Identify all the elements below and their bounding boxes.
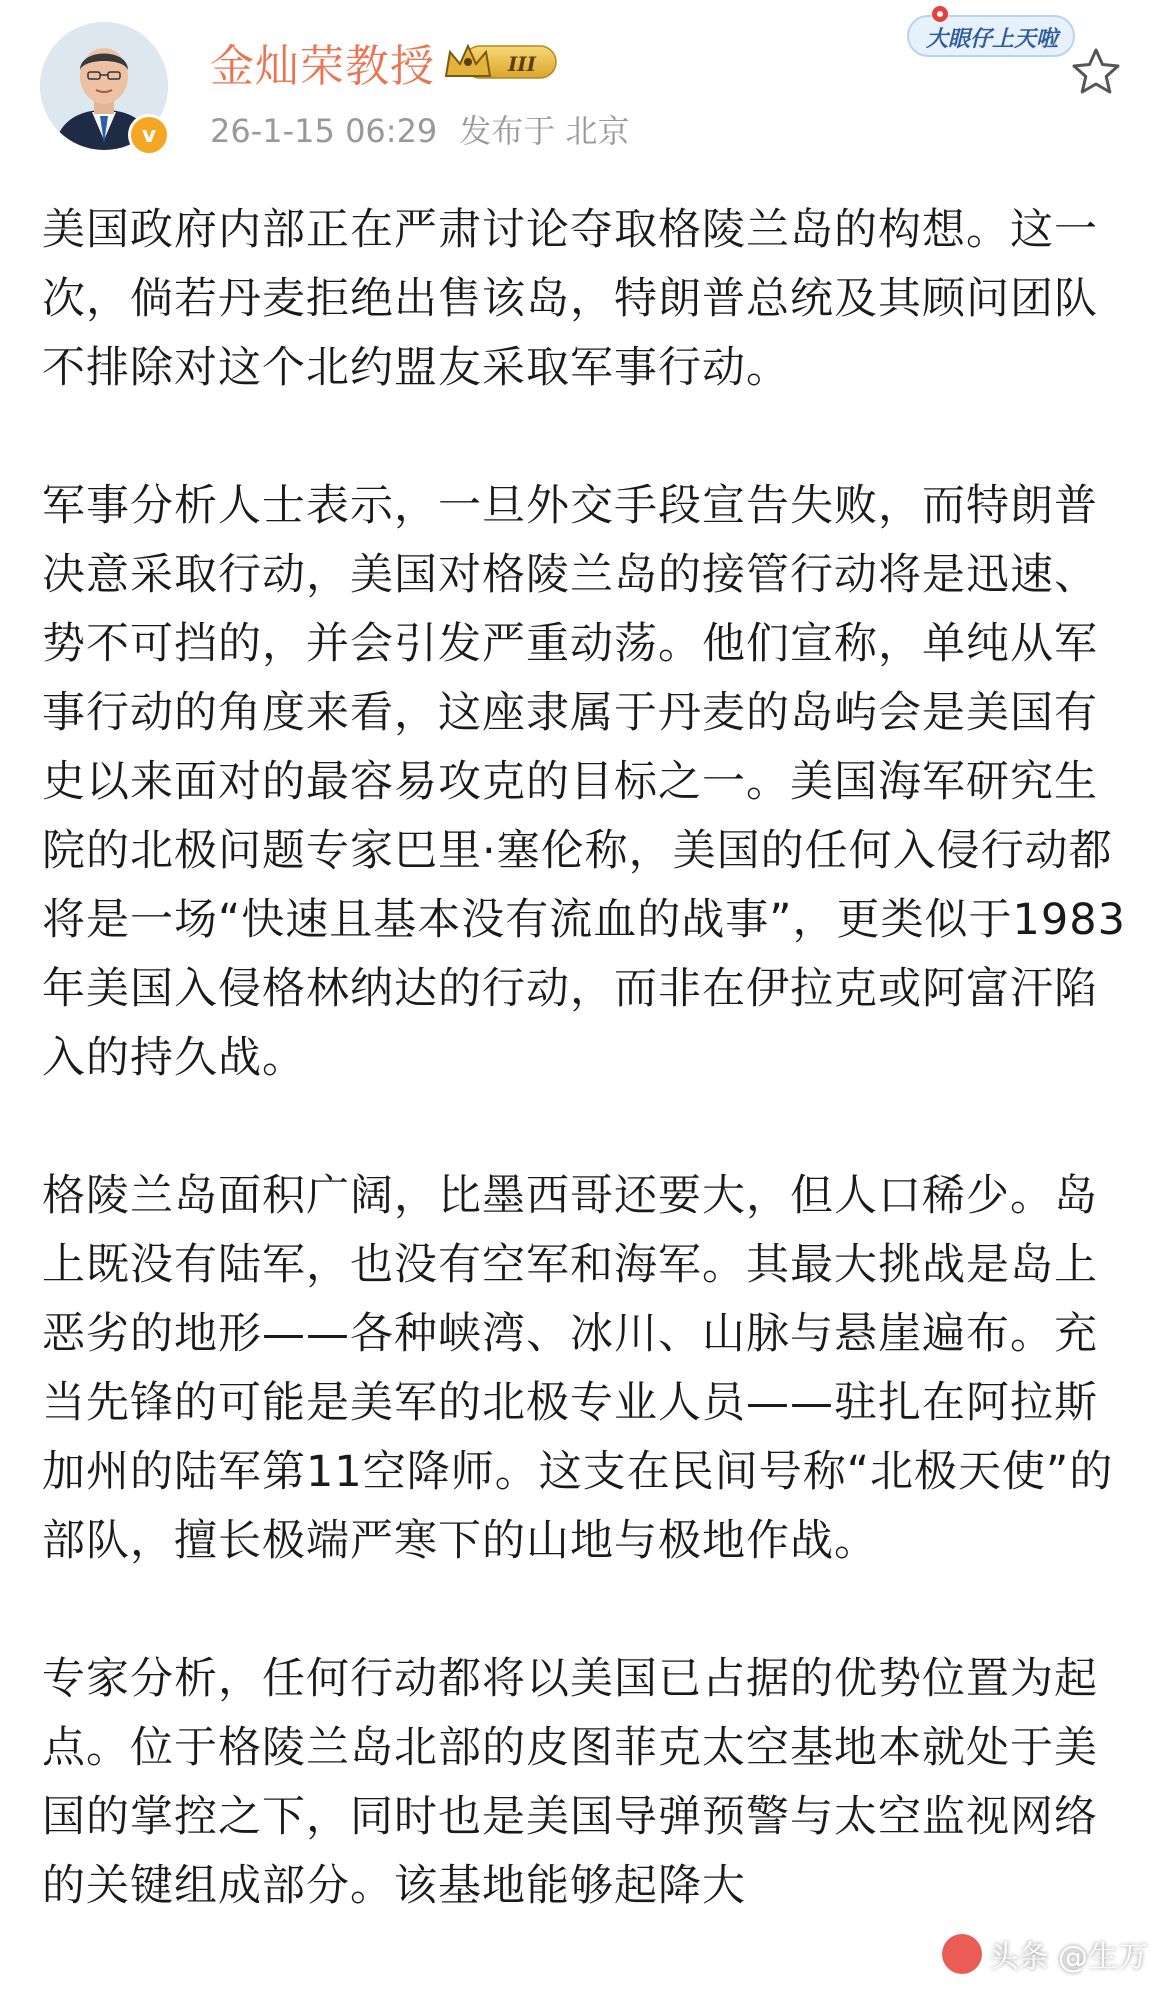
author-name[interactable]: 金灿荣教授 (210, 41, 435, 92)
post-time: 26-1-15 06:29 (210, 112, 438, 150)
post-location: 发布于 北京 (459, 112, 630, 150)
star-outline-icon[interactable] (1068, 44, 1124, 100)
toutiao-logo-icon (942, 1934, 982, 1974)
sticker-text: 大眼仔上天啦 (925, 27, 1059, 52)
level-text: III (507, 52, 537, 76)
post-header (0, 0, 1170, 170)
paragraph: 美国政府内部正在严肃讨论夺取格陵兰岛的构想。这一次，倘若丹麦拒绝出售该岛，特朗普总统及其顾问团队不排除对这个北约盟友采取军事行动。 (42, 205, 1098, 393)
cartoon-sticker-badge (900, 4, 1080, 64)
level-crown-badge[interactable] (442, 40, 560, 84)
paragraph: 专家分析，任何行动都将以美国已占据的优势位置为起点。位于格陵兰岛北部的皮图菲克太空基地本就处于美国的掌控之下，同时也是美国导弹预警与太空监视网络的关键组成部分。该基地能够起降大 (42, 1654, 1098, 1911)
watermark-text: 头条 @生万 (988, 1940, 1148, 1975)
post-body (42, 196, 1132, 1921)
toutiao-watermark (942, 1930, 1148, 1978)
verified-v-icon: v (128, 114, 170, 156)
paragraph: 格陵兰岛面积广阔，比墨西哥还要大，但人口稀少。岛上既没有陆军，也没有空军和海军。其最大挑战是岛上恶劣的地形——各种峡湾、冰川、山脉与悬崖遍布。充当先锋的可能是美军的北极专业人员——驻扎在阿拉斯加州的陆军第11空降师。这支在民间号称“北极天使”的部队，擅长极端严寒下的山地与极地作战。 (42, 1171, 1114, 1566)
post-meta (210, 106, 629, 152)
paragraph: 军事分析人士表示，一旦外交手段宣告失败，而特朗普决意采取行动，美国对格陵兰岛的接管行动将是迅速、势不可挡的，并会引发严重动荡。他们宣称，单纯从军事行动的角度来看，这座隶属于丹麦的岛屿会是美国有史以来面对的最容易攻克的目标之一。美国海军研究生院的北极问题专家巴里·塞伦称，美国的任何入侵行动都将是一场“快速且基本没有流血的战事”，更类似于1983年美国入侵格林纳达的行动，而非在伊拉克或阿富汗陷入的持久战。 (42, 481, 1126, 1083)
